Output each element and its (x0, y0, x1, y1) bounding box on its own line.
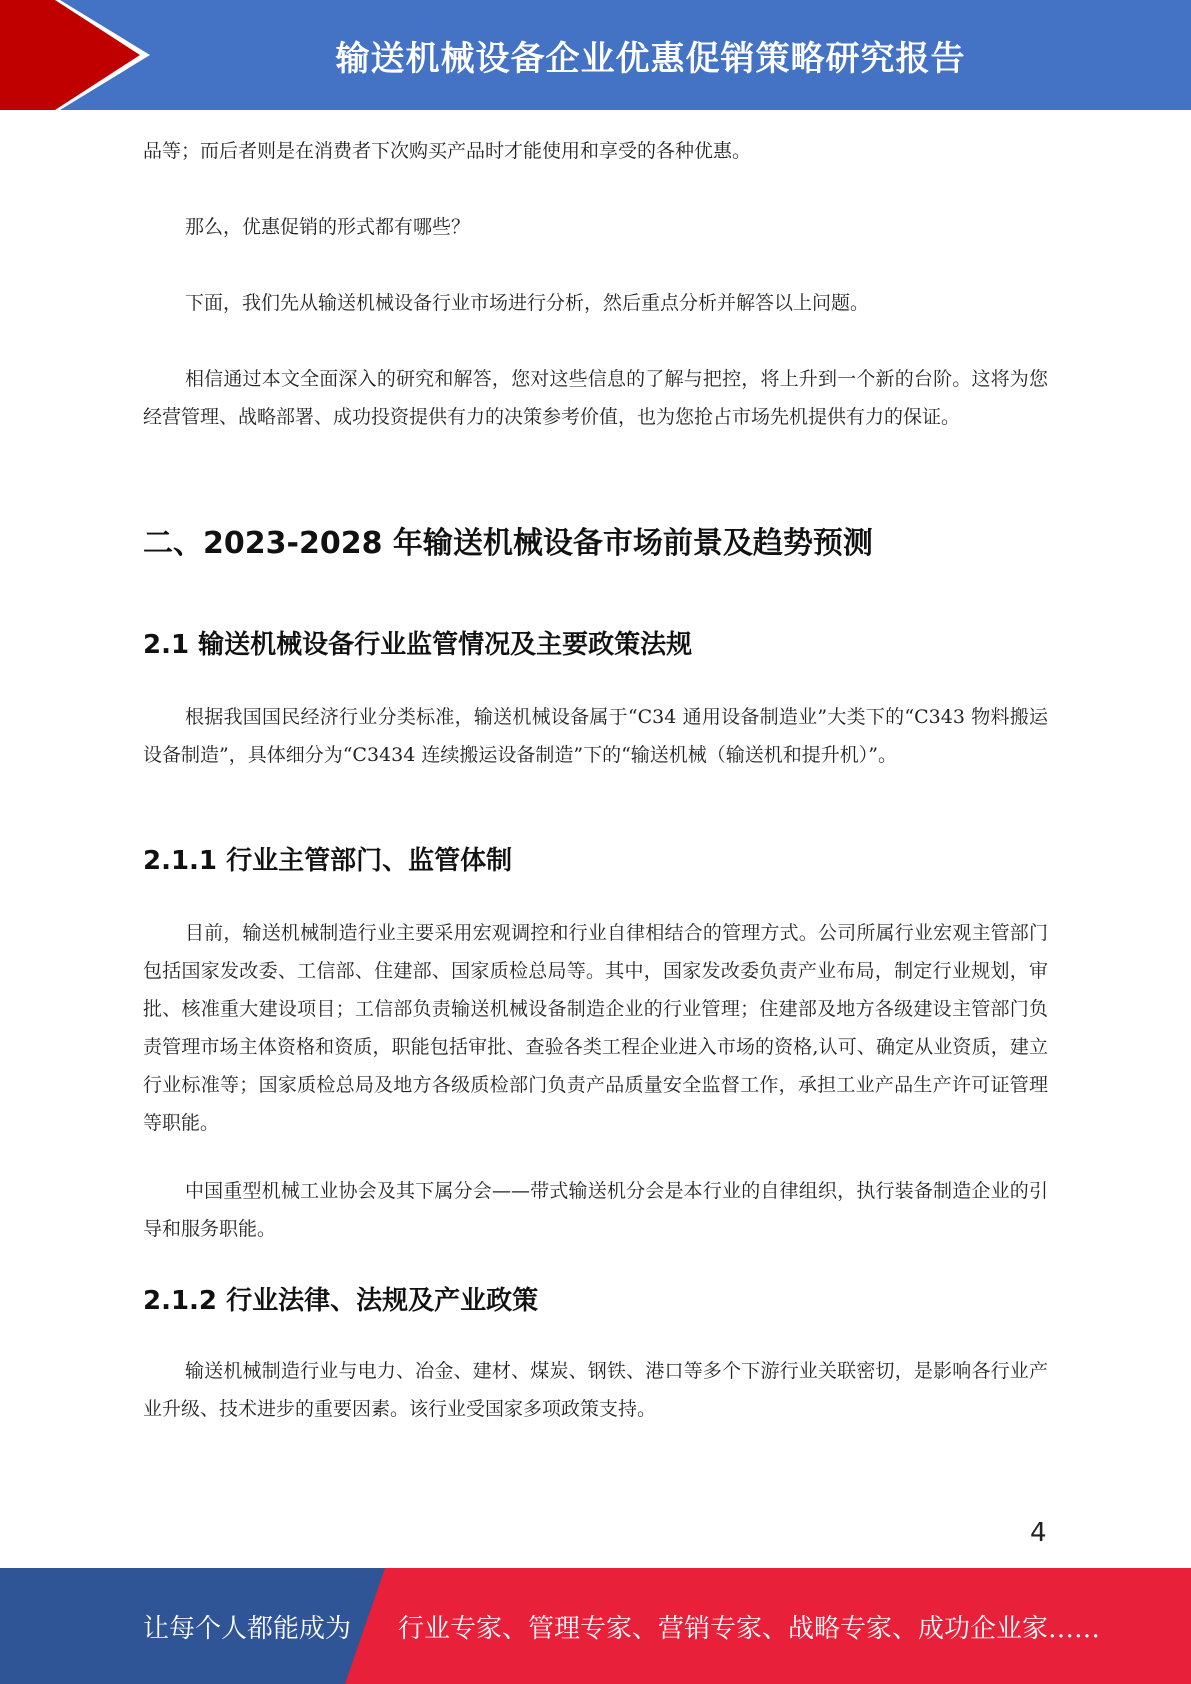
report-header (0, 0, 1191, 110)
section-2-1-1-text-2: 中国重型机械工业协会及其下属分会——带式输送机分会是本行业的自律组织，执行装备制造企业的引导和服务职能。 (143, 1180, 1048, 1240)
paragraph-value: 相信通过本文全面深入的研究和解答，您对这些信息的了解与把控，将上升到一个新的台阶。这将为您经营管理、战略部署、成功投资提供有力的决策参考价值，也为您抢占市场先机提供有力的保证。 (143, 368, 1048, 428)
section-2-1-2-heading: 2.1.2 行业法律、法规及产业政策 (143, 1286, 539, 1316)
section-2-1-heading: 2.1 输送机械设备行业监管情况及主要政策法规 (143, 630, 693, 660)
paragraph-continuation: 品等；而后者则是在消费者下次购买产品时才能使用和享受的各种优惠。 (143, 140, 752, 162)
paragraph-analysis-intro: 下面，我们先从输送机械设备行业市场进行分析，然后重点分析并解答以上问题。 (185, 292, 870, 314)
page-number: 4 (1030, 1518, 1047, 1548)
section-2-1-1-text-1: 目前，输送机械制造行业主要采用宏观调控和行业自律相结合的管理方式。公司所属行业宏观主管部门包括国家发改委、工信部、住建部、国家质检总局等。其中，国家发改委负责产业布局，制定行业规划，审批、核准重大建设项目；工信部负责输送机械设备制造企业的行业管理；住建部及地方各级建设主管部门负责管理市场主体资格和资质，职能包括审批、查验各类工程企业进入市场的资格,认可、确定从业资质，建立行业标准等；国家质检总局及地方各级质检部门负责产品质量安全监督工作，承担工业产品生产许可证管理等职能。 (143, 922, 1048, 1134)
paragraph-question: 那么，优惠促销的形式都有哪些？ (185, 216, 471, 238)
section-2-1-text: 根据我国国民经济行业分类标准，输送机械设备属于“C34 通用设备制造业”大类下的“C343 物料搬运设备制造”，具体细分为“C3434 连续搬运设备制造”下的“输送机械（输送机和提升机）”。 (143, 706, 1048, 766)
footer-slogan-left: 让每个人都能成为 (143, 1613, 352, 1644)
section-2-1-2-text: 输送机械制造行业与电力、冶金、建材、煤炭、钢铁、港口等多个下游行业关联密切，是影响各行业产业升级、技术进步的重要因素。该行业受国家多项政策支持。 (143, 1360, 1048, 1420)
footer-slogan-right: 行业专家、管理专家、营销专家、战略专家、成功企业家…… (398, 1613, 1101, 1644)
section-2-heading: 二、2023-2028 年输送机械设备市场前景及趋势预测 (143, 526, 873, 561)
section-2-1-1-heading: 2.1.1 行业主管部门、监管体制 (143, 846, 513, 876)
report-footer (0, 1568, 1191, 1684)
report-title: 输送机械设备企业优惠促销策略研究报告 (335, 38, 966, 79)
